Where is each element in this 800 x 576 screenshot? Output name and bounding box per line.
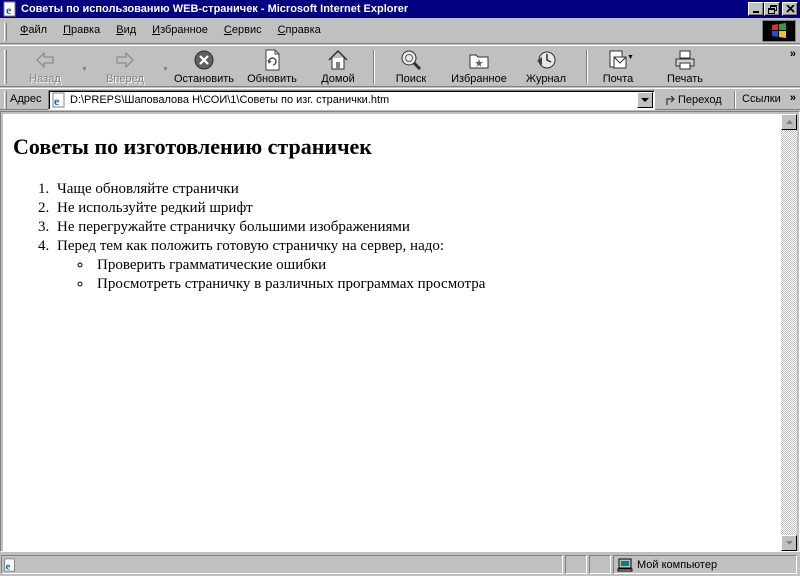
windows-logo-throbber bbox=[762, 20, 796, 42]
forward-arrow-icon bbox=[114, 49, 136, 71]
links-separator bbox=[734, 91, 736, 109]
page-content bbox=[3, 114, 781, 551]
page-heading: Советы по изготовлению страничек bbox=[13, 134, 372, 159]
back-arrow-icon bbox=[34, 49, 56, 71]
search-button[interactable]: Поиск bbox=[388, 48, 434, 86]
status-progress-panel bbox=[565, 555, 587, 574]
forward-button[interactable]: Вперед bbox=[98, 48, 152, 86]
menu-help[interactable]: Справка bbox=[277, 24, 321, 36]
ie-page-icon bbox=[3, 558, 17, 572]
refresh-icon bbox=[261, 49, 283, 71]
status-security-panel bbox=[589, 555, 611, 574]
status-text-panel bbox=[1, 555, 563, 574]
chevron-down-icon bbox=[641, 98, 649, 103]
arrow-down-icon bbox=[786, 541, 793, 545]
status-bar bbox=[0, 553, 800, 576]
history-icon bbox=[535, 49, 557, 71]
address-grip[interactable] bbox=[4, 91, 7, 109]
vertical-scrollbar[interactable] bbox=[781, 114, 797, 551]
toolbar-grip[interactable] bbox=[4, 50, 7, 84]
stop-icon bbox=[193, 49, 215, 71]
back-dropdown-icon[interactable]: ▼ bbox=[81, 66, 88, 73]
ie-page-icon bbox=[2, 1, 18, 17]
list-item: 4. Перед тем как положить готовую страничку на сервер, надо: ◦ Проверить грамматические ошибки ◦ Просмотреть страничку в различных программах просмотра bbox=[53, 237, 485, 294]
minimize-icon bbox=[752, 5, 760, 13]
close-icon bbox=[786, 5, 795, 13]
print-button[interactable]: Печать bbox=[664, 48, 706, 86]
history-button[interactable]: Журнал bbox=[520, 48, 572, 86]
mail-dropdown-icon[interactable]: ▼ bbox=[627, 54, 634, 61]
list-item: 2. Не используйте редкий шрифт bbox=[53, 199, 485, 218]
scroll-up-button[interactable] bbox=[781, 114, 797, 130]
restore-icon bbox=[768, 5, 777, 14]
printer-icon bbox=[674, 49, 696, 71]
tips-list bbox=[53, 180, 485, 294]
restore-button[interactable] bbox=[764, 2, 780, 16]
sub-list bbox=[93, 256, 485, 294]
go-arrow-icon bbox=[664, 93, 676, 107]
browser-viewport bbox=[0, 111, 800, 552]
menu-favorites[interactable]: Избранное bbox=[152, 24, 208, 36]
minimize-button[interactable] bbox=[748, 2, 764, 16]
svg-text:e: e bbox=[6, 3, 12, 17]
menu-grip[interactable] bbox=[4, 23, 7, 41]
forward-dropdown-icon[interactable]: ▼ bbox=[162, 66, 169, 73]
toolbar-overflow-chevron-icon[interactable]: » bbox=[789, 48, 796, 60]
windows-flag-icon bbox=[770, 23, 788, 39]
back-button[interactable]: Назад bbox=[20, 48, 70, 86]
menu-edit[interactable]: Правка bbox=[63, 24, 101, 36]
address-dropdown-button[interactable] bbox=[637, 92, 653, 108]
menu-bar bbox=[0, 18, 800, 44]
sub-list-item: ◦ Просмотреть страничку в различных программах просмотра bbox=[93, 275, 485, 294]
window-title: Советы по использованию WEB-страничек - Microsoft Internet Explorer bbox=[21, 3, 409, 15]
links-button[interactable]: Ссылки bbox=[742, 93, 781, 105]
address-value: D:\PREPS\Шаповалова Н\СОИ\1\Советы по изг. странички.htm bbox=[70, 94, 390, 106]
list-item: 3. Не перегружайте страничку большими изображениями bbox=[53, 218, 485, 237]
close-button[interactable] bbox=[782, 2, 798, 16]
address-label: Адрес bbox=[10, 93, 42, 105]
my-computer-icon bbox=[617, 558, 633, 572]
favorites-button[interactable]: Избранное bbox=[446, 48, 512, 86]
menu-view[interactable]: Вид bbox=[116, 24, 137, 36]
links-chevron-icon[interactable]: » bbox=[789, 92, 796, 104]
arrow-up-icon bbox=[786, 120, 793, 124]
home-icon bbox=[327, 49, 349, 71]
list-item: 1. Чаще обновляйте странички bbox=[53, 180, 485, 199]
svg-text:e: e bbox=[54, 94, 60, 108]
menu-tools[interactable]: Сервис bbox=[223, 24, 262, 36]
toolbar-separator bbox=[373, 50, 375, 84]
home-button[interactable]: Домой bbox=[316, 48, 360, 86]
sub-list-item: ◦ Проверить грамматические ошибки bbox=[93, 256, 485, 275]
zone-label: Мой компьютер bbox=[637, 558, 718, 571]
search-globe-icon bbox=[400, 49, 422, 71]
svg-text:e: e bbox=[5, 560, 11, 572]
favorites-folder-icon bbox=[468, 49, 490, 71]
title-bar bbox=[0, 0, 800, 18]
mail-icon bbox=[607, 49, 629, 71]
address-bar bbox=[0, 88, 800, 110]
toolbar-separator bbox=[586, 50, 588, 84]
refresh-button[interactable]: Обновить bbox=[244, 48, 300, 86]
address-input[interactable] bbox=[48, 90, 655, 110]
mail-button[interactable]: Почта bbox=[598, 48, 638, 86]
ie-page-icon bbox=[51, 92, 67, 108]
status-zone-panel bbox=[613, 555, 797, 574]
standard-toolbar bbox=[0, 45, 800, 87]
go-button[interactable]: Переход bbox=[664, 91, 722, 109]
stop-button[interactable]: Остановить bbox=[172, 48, 236, 86]
scroll-down-button[interactable] bbox=[781, 535, 797, 551]
menu-file[interactable]: Файл bbox=[20, 24, 48, 36]
